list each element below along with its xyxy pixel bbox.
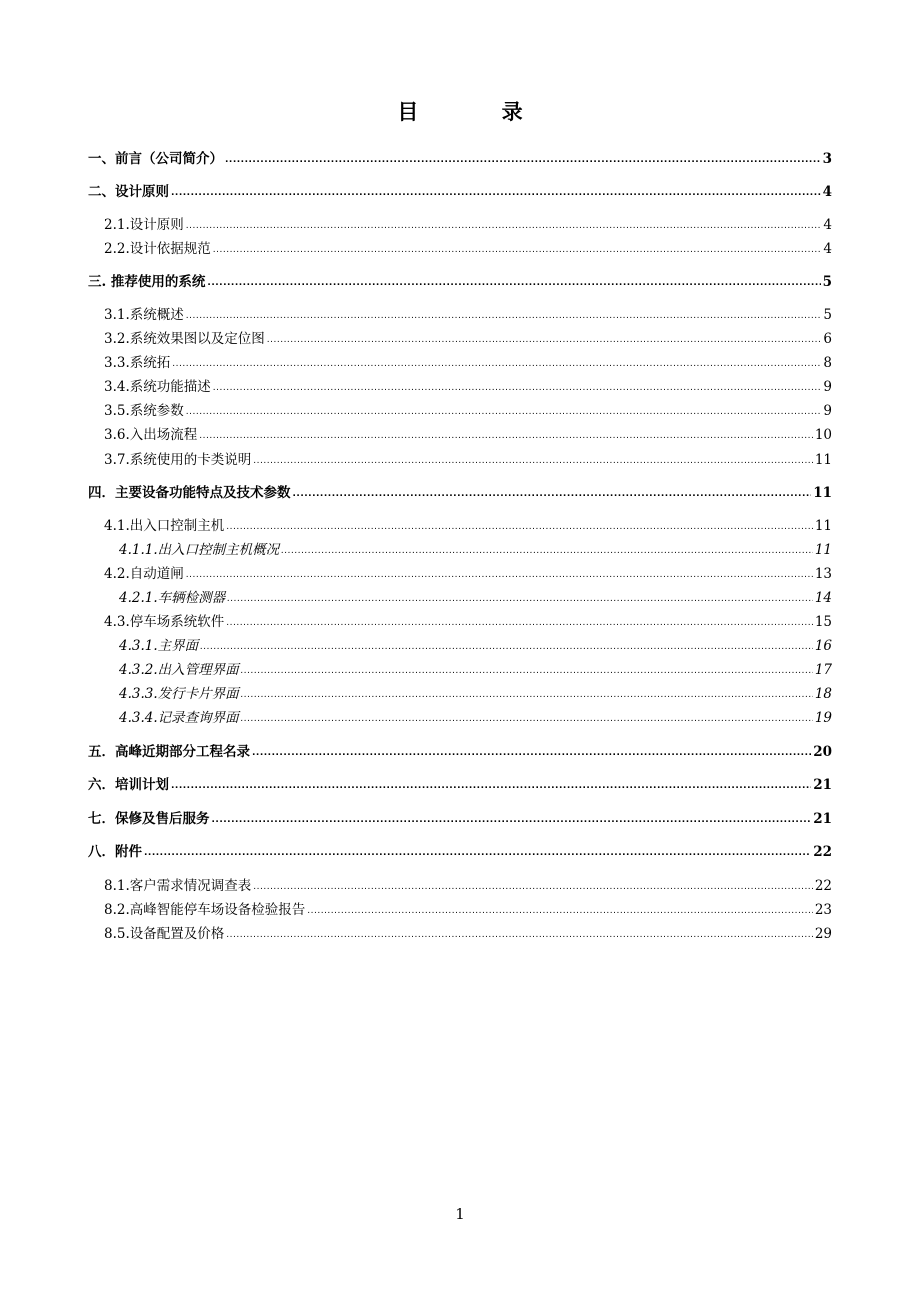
toc-entry[interactable] [88,517,832,537]
toc-entry-page: 21 [813,811,832,827]
toc-entry[interactable] [88,613,832,633]
toc-leader-dots [241,662,813,680]
toc-entry-label: 4.3.1.主界面 [119,638,199,654]
toc-entry-page: 9 [823,403,832,419]
toc-leader-dots [253,452,813,470]
toc-entry-label: 2.1.设计原则 [104,217,184,233]
toc-entry[interactable] [88,925,832,945]
toc-leader-dots [253,878,813,896]
toc-leader-dots [226,518,813,536]
toc-entry-page: 4 [823,217,832,233]
toc-entry-page: 18 [814,686,832,702]
toc-entry-label: 4.1.1.出入口控制主机概况 [119,542,280,558]
toc-leader-dots [307,902,813,920]
toc-entry-label: 4.3.2.出入管理界面 [119,662,239,678]
toc-entry[interactable] [88,402,832,422]
toc-entry-page: 11 [814,518,832,534]
toc-entry-page: 11 [813,485,832,501]
toc-entry-label: 3.2.系统效果图以及定位图 [104,331,265,347]
toc-entry[interactable] [88,810,832,830]
toc-entry-page: 22 [814,878,832,894]
toc-entry-page: 4 [823,241,832,257]
toc-leader-dots [252,744,811,762]
toc-entry-label: 3.1.系统概述 [104,307,184,323]
toc-entry-label: 3.7.系统使用的卡类说明 [104,452,252,468]
toc-entry[interactable] [88,565,832,585]
toc-leader-dots [225,151,821,169]
toc-entry-page: 9 [823,379,832,395]
toc-entry[interactable] [88,216,832,236]
toc-entry-page: 20 [813,744,832,760]
toc-entry-page: 15 [814,614,832,630]
toc-entry-page: 29 [814,926,832,942]
toc-entry[interactable] [88,843,832,863]
toc-entry[interactable] [88,589,832,609]
toc-entry-label: 3.5.系统参数 [104,403,184,419]
toc-entry-label: 二、设计原则 [88,184,169,200]
toc-leader-dots [171,184,821,202]
toc-entry-page: 22 [813,844,832,860]
toc-leader-dots [213,241,822,259]
toc-leader-dots [241,686,813,704]
toc-entry-label: 4.3.3.发行卡片界面 [119,686,239,702]
toc-leader-dots [171,777,811,795]
toc-entry-label: 八．附件 [88,844,142,860]
toc-entry-page: 10 [814,427,832,443]
toc-entry-label: 三. 推荐使用的系统 [88,274,206,290]
toc-leader-dots [281,542,813,560]
toc-entry[interactable] [88,273,832,293]
toc-entry[interactable] [88,776,832,796]
toc-entry[interactable] [88,150,832,170]
toc-entry-label: 四．主要设备功能特点及技术参数 [88,485,291,501]
toc-entry[interactable] [88,484,832,504]
toc-entry-label: 3.3.系统拓 [104,355,171,371]
toc-leader-dots [144,844,811,862]
toc-leader-dots [241,710,813,728]
toc-entry[interactable] [88,637,832,657]
toc-entry[interactable] [88,541,832,561]
toc-entry[interactable] [88,240,832,260]
toc-entry-page: 17 [814,662,832,678]
toc-leader-dots [186,566,813,584]
toc-leader-dots [172,355,821,373]
toc-entry-label: 4.3.4.记录查询界面 [119,710,239,726]
toc-entry-label: 六．培训计划 [88,777,169,793]
toc-leader-dots [186,403,822,421]
toc-entry-label: 8.1.客户需求情况调查表 [104,878,252,894]
toc-entry-page: 11 [814,542,832,558]
toc-entry-label: 七．保修及售后服务 [88,811,210,827]
toc-leader-dots [226,614,813,632]
toc-entry[interactable] [88,661,832,681]
toc-entry-page: 4 [822,184,832,200]
toc-entry-page: 8 [823,355,832,371]
toc-entry-label: 4.2.自动道闸 [104,566,184,582]
toc-entry[interactable] [88,901,832,921]
toc-leader-dots [186,217,822,235]
toc-entry-page: 3 [822,151,832,167]
toc-entry[interactable] [88,306,832,326]
toc-entry-label: 8.2.高峰智能停车场设备检验报告 [104,902,306,918]
toc-entry[interactable] [88,451,832,471]
toc-entry-label: 3.4.系统功能描述 [104,379,211,395]
toc-entry[interactable] [88,183,832,203]
toc-leader-dots [267,331,822,349]
toc-leader-dots [293,485,812,503]
toc-entry-label: 五．高峰近期部分工程名录 [88,744,250,760]
toc-entry-page: 19 [814,710,832,726]
toc-entry[interactable] [88,685,832,705]
page-title: 目 录 [397,99,561,124]
toc-entry-page: 23 [814,902,832,918]
toc-entry-page: 6 [823,331,832,347]
toc-leader-dots [200,638,813,656]
toc-entry-label: 4.3.停车场系统软件 [104,614,225,630]
toc-entry-label: 3.6.入出场流程 [104,427,198,443]
toc-entry[interactable] [88,743,832,763]
toc-entry[interactable] [88,378,832,398]
toc-entry-page: 16 [814,638,832,654]
toc-leader-dots [213,379,822,397]
toc-leader-dots [207,274,820,292]
toc-leader-dots [199,427,813,445]
toc-leader-dots [226,926,813,944]
toc-entry-page: 13 [814,566,832,582]
toc-leader-dots [212,811,812,829]
toc-leader-dots [227,590,813,608]
toc-entry[interactable] [88,330,832,350]
toc-entry-label: 4.2.1.车辆检测器 [119,590,226,606]
toc-entry-page: 14 [814,590,832,606]
toc-entry[interactable] [88,877,832,897]
toc-entry-page: 11 [814,452,832,468]
toc-entry-label: 2.2.设计依据规范 [104,241,211,257]
toc-entry-label: 一、前言（公司简介） [88,151,223,167]
toc-entry-label: 8.5.设备配置及价格 [104,926,225,942]
toc-entry[interactable] [88,709,832,729]
toc-entry[interactable] [88,426,832,446]
toc-entry[interactable] [88,354,832,374]
toc-entry-page: 5 [822,274,832,290]
toc-entry-page: 21 [813,777,832,793]
toc-entry-label: 4.1.出入口控制主机 [104,518,225,534]
page-number: 1 [455,1205,465,1223]
toc-leader-dots [186,307,822,325]
toc-entry-page: 5 [823,307,832,323]
